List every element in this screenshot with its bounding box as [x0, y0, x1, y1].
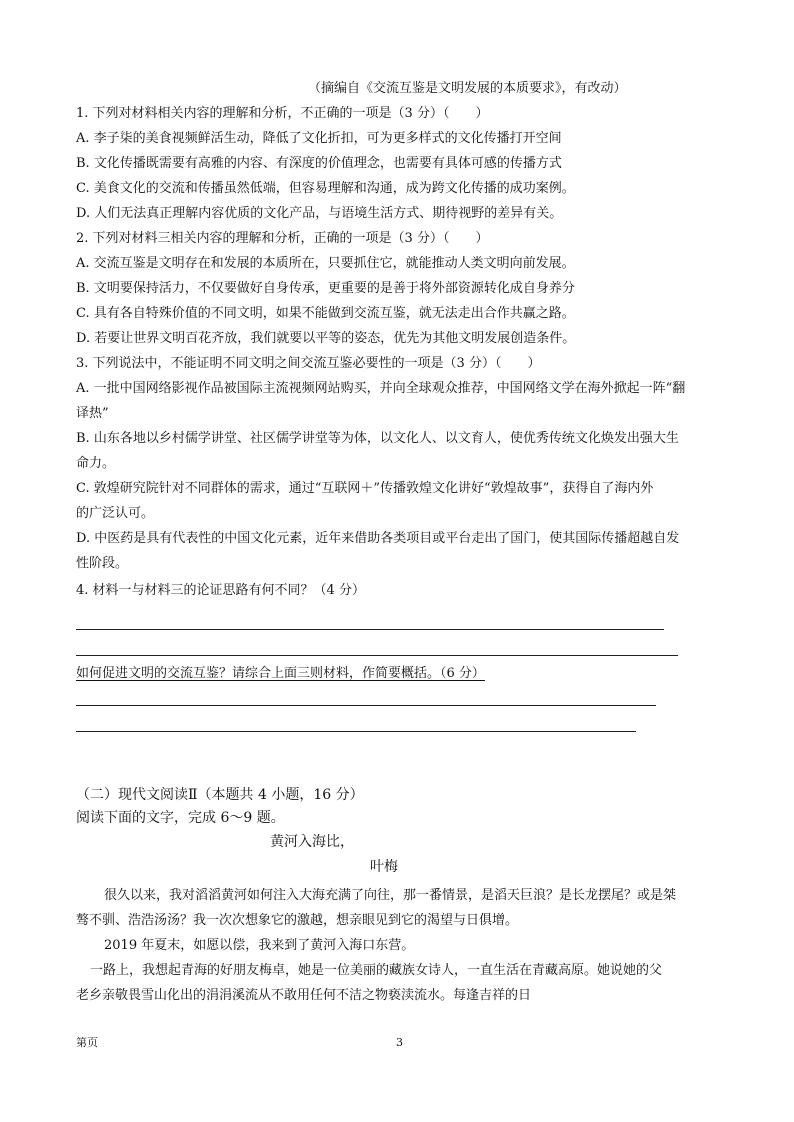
question-1-option-a: A. 李子柒的美食视频鲜活生动，降低了文化折扣，可为更多样式的文化传播打开空间: [76, 131, 562, 146]
section-instruction: 阅读下面的文字，完成 6～9 题。: [76, 810, 285, 826]
source-note: （摘编自《交流互鉴是文明发展的本质要求》，有改动）: [308, 81, 627, 96]
question-5-stem: 如何促进文明的交流互鉴？请综合上面三则材料，作简要概括。（6 分）: [76, 666, 485, 681]
answer-line-4[interactable]: [76, 731, 636, 732]
section-heading: （二）现代文阅读Ⅱ（本题共 4 小题，16 分）: [76, 787, 364, 803]
question-3-option-a-cont: 译热”: [76, 406, 109, 421]
footer-label: 第页: [76, 1036, 98, 1049]
answer-line-2[interactable]: [76, 655, 678, 656]
question-3-option-c-cont: 的广泛认可。: [76, 506, 155, 521]
paragraph-1-cont: 骜不驯、浩浩汤汤？我一次次想象它的激越，想亲眼见到它的渴望与日俱增。: [76, 913, 519, 928]
question-1-option-d: D. 人们无法真正理解内容优质的文化产品，与语境生活方式、期待视野的差异有关。: [76, 206, 563, 221]
question-2-option-c: C. 具有各自特殊价值的不同文明，如果不能做到交流互鉴，就无法走出合作共赢之路。: [76, 306, 575, 321]
question-2-option-a: A. 交流互鉴是文明存在和发展的本质所在，只要抓住它，就能推动人类文明向前发展。: [76, 256, 575, 271]
question-3-option-b: B. 山东各地以乡村儒学讲堂、社区儒学讲堂等为体，以文化人、以文育人，使优秀传统文化焕发出强大生: [76, 431, 679, 446]
question-3-option-c: C. 敦煌研究院针对不同群体的需求，通过“互联网＋”传播敦煌文化讲好“敦煌故事”，获得自了海内外: [76, 481, 654, 496]
question-3-option-b-cont: 命力。: [76, 456, 116, 471]
paragraph-2: 2019 年夏末，如愿以偿，我来到了黄河入海口东营。: [104, 938, 415, 953]
paragraph-3: 一路上，我想起青海的好朋友梅卓，她是一位美丽的藏族女诗人，一直生活在青藏高原。她说她的父: [90, 963, 663, 978]
question-3-stem: 3. 下列说法中，不能证明不同文明之间交流互鉴必要性的一项是（3 分）（ ）: [76, 356, 541, 371]
answer-line-3[interactable]: [76, 705, 656, 706]
paragraph-3-cont: 老乡亲敬畏雪山化出的涓涓溪流从不敢用任何不洁之物亵渎流水。每逢吉祥的日: [76, 988, 532, 1003]
question-2-stem: 2. 下列对材料三相关内容的理解和分析，正确的一项是（3 分）（ ）: [76, 231, 489, 246]
question-3-option-d: D. 中医药是具有代表性的中国文化元素，近年来借助各类项目或平台走出了国门，使其国际传播超越自发: [76, 531, 680, 546]
question-2-option-d: D. 若要让世界文明百花齐放，我们就要以平等的姿态，优先为其他文明发展创造条件。: [76, 331, 576, 346]
question-3-option-a: A. 一批中国网络影视作品被国际主流视频网站购买，并向全球观众推荐，中国网络文学在海外掀起一阵“翻: [76, 381, 686, 396]
article-author: 叶梅: [370, 859, 398, 875]
answer-line-1[interactable]: [76, 629, 664, 630]
question-1-option-b: B. 文化传播既需要有高雅的内容、有深度的价值理念，也需要有具体可感的传播方式: [76, 156, 562, 171]
article-title: 黄河入海比，: [270, 834, 354, 850]
question-3-option-d-cont: 性阶段。: [76, 556, 129, 571]
paragraph-1: 很久以来，我对滔滔黄河如何注入大海充满了向往，那一番情景，是滔天巨浪？是长龙摆尾？或是桀: [104, 888, 677, 903]
page-number: 3: [396, 1036, 403, 1049]
question-2-option-b: B. 文明要保持活力，不仅要做好自身传承，更重要的是善于将外部资源转化成自身养分: [76, 281, 575, 296]
question-4-stem: 4. 材料一与材料三的论证思路有何不同？（4 分）: [76, 583, 365, 598]
question-1-option-c: C. 美食文化的交流和传播虽然低端，但容易理解和沟通，成为跨文化传播的成功案例。: [76, 181, 575, 196]
question-1-stem: 1. 下列对材料相关内容的理解和分析，不正确的一项是（3 分）（ ）: [76, 106, 489, 121]
